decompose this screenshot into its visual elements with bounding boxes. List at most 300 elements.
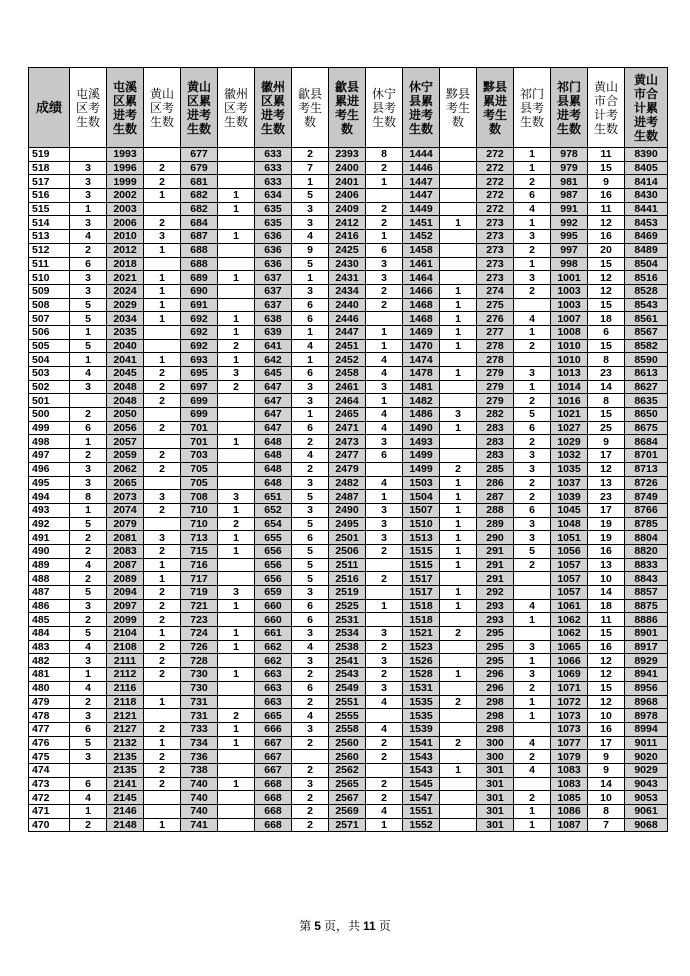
cell-xiuning: 1 bbox=[366, 394, 403, 408]
cell-qimen_cum: 1007 bbox=[551, 312, 588, 326]
cell-yixian bbox=[440, 640, 477, 654]
cell-yixian_cum: 272 bbox=[477, 202, 514, 216]
cell-tunxi: 5 bbox=[70, 586, 107, 600]
cell-huangshan_qu: 2 bbox=[144, 668, 181, 682]
cell-qimen: 4 bbox=[514, 763, 551, 777]
cell-huizhou_cum: 633 bbox=[255, 148, 292, 162]
cell-tunxi: 4 bbox=[70, 367, 107, 381]
cell-qimen_cum: 979 bbox=[551, 161, 588, 175]
cell-shexian: 5 bbox=[292, 572, 329, 586]
table-row bbox=[29, 668, 668, 682]
cell-yixian: 1 bbox=[440, 339, 477, 353]
cell-huangshan_qu_cum: 688 bbox=[181, 257, 218, 271]
cell-xiuning_cum: 1528 bbox=[403, 668, 440, 682]
cell-huangshan_qu: 3 bbox=[144, 490, 181, 504]
cell-qimen: 4 bbox=[514, 312, 551, 326]
cell-yixian_cum: 283 bbox=[477, 435, 514, 449]
cell-huizhou: 1 bbox=[218, 353, 255, 367]
cell-xiuning_cum: 1452 bbox=[403, 230, 440, 244]
cell-shexian: 3 bbox=[292, 654, 329, 668]
cell-tunxi_cum: 2012 bbox=[107, 243, 144, 257]
cell-qimen: 1 bbox=[514, 148, 551, 162]
cell-huangshan_qu: 1 bbox=[144, 627, 181, 641]
cell-huizhou: 1 bbox=[218, 531, 255, 545]
cell-huangshan_qu_cum: 692 bbox=[181, 325, 218, 339]
cell-tunxi: 6 bbox=[70, 722, 107, 736]
cell-yixian_cum: 274 bbox=[477, 284, 514, 298]
cell-city: 8 bbox=[588, 805, 625, 819]
cell-yixian_cum: 301 bbox=[477, 763, 514, 777]
cell-score: 513 bbox=[29, 230, 70, 244]
cell-qimen bbox=[514, 777, 551, 791]
cell-yixian_cum: 300 bbox=[477, 750, 514, 764]
cell-yixian_cum: 293 bbox=[477, 613, 514, 627]
cell-huangshan_qu: 2 bbox=[144, 380, 181, 394]
cell-city_cum: 8453 bbox=[625, 216, 668, 230]
cell-tunxi: 5 bbox=[70, 312, 107, 326]
cell-city: 16 bbox=[588, 230, 625, 244]
cell-xiuning: 2 bbox=[366, 161, 403, 175]
cell-city_cum: 8627 bbox=[625, 380, 668, 394]
cell-shexian: 5 bbox=[292, 490, 329, 504]
cell-qimen_cum: 997 bbox=[551, 243, 588, 257]
cell-xiuning bbox=[366, 312, 403, 326]
cell-huizhou_cum: 663 bbox=[255, 695, 292, 709]
cell-city_cum: 8504 bbox=[625, 257, 668, 271]
cell-huizhou_cum: 636 bbox=[255, 243, 292, 257]
cell-xiuning: 3 bbox=[366, 654, 403, 668]
cell-city: 11 bbox=[588, 202, 625, 216]
cell-huangshan_qu_cum: 740 bbox=[181, 777, 218, 791]
cell-yixian bbox=[440, 449, 477, 463]
cell-xiuning_cum: 1515 bbox=[403, 558, 440, 572]
cell-score: 498 bbox=[29, 435, 70, 449]
table-row bbox=[29, 202, 668, 216]
cell-tunxi bbox=[70, 763, 107, 777]
cell-qimen: 3 bbox=[514, 271, 551, 285]
cell-yixian_cum: 295 bbox=[477, 654, 514, 668]
cell-huizhou_cum: 660 bbox=[255, 613, 292, 627]
cell-tunxi: 3 bbox=[70, 189, 107, 203]
cell-huizhou_cum: 648 bbox=[255, 435, 292, 449]
table-row bbox=[29, 640, 668, 654]
table-row bbox=[29, 312, 668, 326]
cell-shexian_cum: 2471 bbox=[329, 421, 366, 435]
cell-city: 15 bbox=[588, 257, 625, 271]
cell-shexian: 3 bbox=[292, 777, 329, 791]
table-row bbox=[29, 503, 668, 517]
cell-shexian_cum: 2482 bbox=[329, 476, 366, 490]
cell-tunxi_cum: 2002 bbox=[107, 189, 144, 203]
cell-huangshan_qu_cum: 705 bbox=[181, 462, 218, 476]
cell-score: 515 bbox=[29, 202, 70, 216]
cell-huangshan_qu_cum: 689 bbox=[181, 271, 218, 285]
header-xiuning_cum: 休宁县累进考生数 bbox=[403, 68, 440, 148]
cell-xiuning bbox=[366, 558, 403, 572]
cell-shexian_cum: 2490 bbox=[329, 503, 366, 517]
cell-shexian_cum: 2451 bbox=[329, 339, 366, 353]
cell-tunxi: 2 bbox=[70, 408, 107, 422]
cell-huangshan_qu_cum: 693 bbox=[181, 353, 218, 367]
cell-huangshan_qu: 2 bbox=[144, 750, 181, 764]
table-row bbox=[29, 476, 668, 490]
cell-yixian bbox=[440, 230, 477, 244]
cell-xiuning_cum: 1545 bbox=[403, 777, 440, 791]
cell-qimen_cum: 1013 bbox=[551, 367, 588, 381]
cell-tunxi_cum: 2116 bbox=[107, 681, 144, 695]
cell-score: 511 bbox=[29, 257, 70, 271]
cell-shexian bbox=[292, 750, 329, 764]
cell-yixian bbox=[440, 709, 477, 723]
cell-shexian_cum: 2452 bbox=[329, 353, 366, 367]
cell-xiuning_cum: 1464 bbox=[403, 271, 440, 285]
cell-tunxi_cum: 2135 bbox=[107, 750, 144, 764]
cell-xiuning_cum: 1547 bbox=[403, 791, 440, 805]
cell-shexian: 3 bbox=[292, 202, 329, 216]
cell-tunxi_cum: 2003 bbox=[107, 202, 144, 216]
cell-yixian: 1 bbox=[440, 531, 477, 545]
cell-huangshan_qu_cum: 723 bbox=[181, 613, 218, 627]
cell-score: 478 bbox=[29, 709, 70, 723]
footer-page-number: 5 bbox=[314, 919, 321, 933]
cell-xiuning_cum: 1517 bbox=[403, 586, 440, 600]
cell-shexian: 2 bbox=[292, 148, 329, 162]
cell-huizhou_cum: 652 bbox=[255, 503, 292, 517]
cell-qimen_cum: 991 bbox=[551, 202, 588, 216]
cell-xiuning_cum: 1499 bbox=[403, 449, 440, 463]
cell-yixian: 1 bbox=[440, 312, 477, 326]
cell-shexian: 3 bbox=[292, 503, 329, 517]
cell-huizhou: 1 bbox=[218, 503, 255, 517]
cell-city_cum: 9068 bbox=[625, 818, 668, 832]
cell-qimen: 1 bbox=[514, 161, 551, 175]
cell-qimen_cum: 1083 bbox=[551, 777, 588, 791]
cell-yixian bbox=[440, 435, 477, 449]
cell-shexian_cum: 2555 bbox=[329, 709, 366, 723]
cell-qimen: 2 bbox=[514, 791, 551, 805]
cell-shexian: 6 bbox=[292, 599, 329, 613]
cell-huizhou_cum: 647 bbox=[255, 408, 292, 422]
cell-city: 12 bbox=[588, 462, 625, 476]
cell-huangshan_qu bbox=[144, 709, 181, 723]
cell-score: 493 bbox=[29, 503, 70, 517]
cell-xiuning_cum: 1503 bbox=[403, 476, 440, 490]
cell-city: 17 bbox=[588, 449, 625, 463]
cell-tunxi: 2 bbox=[70, 243, 107, 257]
cell-yixian_cum: 301 bbox=[477, 791, 514, 805]
cell-xiuning: 4 bbox=[366, 476, 403, 490]
cell-city: 18 bbox=[588, 599, 625, 613]
cell-yixian: 1 bbox=[440, 558, 477, 572]
cell-score: 482 bbox=[29, 654, 70, 668]
cell-shexian: 6 bbox=[292, 298, 329, 312]
cell-shexian_cum: 2393 bbox=[329, 148, 366, 162]
cell-yixian_cum: 272 bbox=[477, 189, 514, 203]
cell-huizhou_cum: 641 bbox=[255, 339, 292, 353]
cell-xiuning: 3 bbox=[366, 380, 403, 394]
cell-score: 471 bbox=[29, 805, 70, 819]
cell-city: 9 bbox=[588, 763, 625, 777]
cell-xiuning: 2 bbox=[366, 572, 403, 586]
cell-tunxi_cum: 2135 bbox=[107, 763, 144, 777]
cell-city_cum: 8968 bbox=[625, 695, 668, 709]
cell-huizhou bbox=[218, 763, 255, 777]
cell-xiuning_cum: 1470 bbox=[403, 339, 440, 353]
cell-shexian: 5 bbox=[292, 257, 329, 271]
cell-shexian: 9 bbox=[292, 243, 329, 257]
cell-huangshan_qu_cum: 682 bbox=[181, 189, 218, 203]
cell-score: 507 bbox=[29, 312, 70, 326]
cell-tunxi: 6 bbox=[70, 421, 107, 435]
cell-score: 474 bbox=[29, 763, 70, 777]
header-city: 黄山市合计考生数 bbox=[588, 68, 625, 148]
cell-huizhou: 1 bbox=[218, 722, 255, 736]
cell-huangshan_qu_cum: 734 bbox=[181, 736, 218, 750]
cell-huizhou: 1 bbox=[218, 312, 255, 326]
cell-tunxi_cum: 2029 bbox=[107, 298, 144, 312]
cell-huangshan_qu_cum: 728 bbox=[181, 654, 218, 668]
cell-huangshan_qu_cum: 682 bbox=[181, 202, 218, 216]
table-row bbox=[29, 421, 668, 435]
cell-xiuning_cum: 1539 bbox=[403, 722, 440, 736]
cell-yixian: 2 bbox=[440, 627, 477, 641]
cell-huizhou bbox=[218, 818, 255, 832]
cell-city: 12 bbox=[588, 668, 625, 682]
cell-score: 505 bbox=[29, 339, 70, 353]
cell-xiuning: 3 bbox=[366, 435, 403, 449]
cell-qimen_cum: 1069 bbox=[551, 668, 588, 682]
cell-city: 12 bbox=[588, 271, 625, 285]
cell-xiuning: 1 bbox=[366, 818, 403, 832]
cell-huangshan_qu bbox=[144, 435, 181, 449]
cell-city_cum: 8469 bbox=[625, 230, 668, 244]
cell-huangshan_qu: 1 bbox=[144, 818, 181, 832]
cell-city_cum: 8956 bbox=[625, 681, 668, 695]
cell-xiuning_cum: 1507 bbox=[403, 503, 440, 517]
cell-yixian bbox=[440, 161, 477, 175]
cell-huizhou: 1 bbox=[218, 435, 255, 449]
cell-tunxi: 4 bbox=[70, 640, 107, 654]
table-row bbox=[29, 791, 668, 805]
cell-huangshan_qu_cum: 688 bbox=[181, 243, 218, 257]
cell-shexian: 2 bbox=[292, 763, 329, 777]
table-row bbox=[29, 298, 668, 312]
cell-score: 504 bbox=[29, 353, 70, 367]
cell-city: 19 bbox=[588, 517, 625, 531]
cell-huangshan_qu: 2 bbox=[144, 449, 181, 463]
cell-yixian bbox=[440, 175, 477, 189]
cell-huangshan_qu_cum: 699 bbox=[181, 408, 218, 422]
cell-shexian: 5 bbox=[292, 189, 329, 203]
cell-tunxi_cum: 2121 bbox=[107, 709, 144, 723]
cell-yixian_cum: 283 bbox=[477, 449, 514, 463]
cell-huangshan_qu: 1 bbox=[144, 243, 181, 257]
cell-city: 20 bbox=[588, 243, 625, 257]
cell-tunxi: 8 bbox=[70, 490, 107, 504]
table-row bbox=[29, 175, 668, 189]
cell-tunxi_cum: 2062 bbox=[107, 462, 144, 476]
cell-huizhou_cum: 665 bbox=[255, 709, 292, 723]
cell-huizhou_cum: 645 bbox=[255, 367, 292, 381]
cell-xiuning_cum: 1526 bbox=[403, 654, 440, 668]
cell-tunxi_cum: 2059 bbox=[107, 449, 144, 463]
cell-huizhou bbox=[218, 243, 255, 257]
cell-yixian_cum: 273 bbox=[477, 271, 514, 285]
cell-tunxi_cum: 2073 bbox=[107, 490, 144, 504]
cell-xiuning: 4 bbox=[366, 722, 403, 736]
cell-shexian_cum: 2519 bbox=[329, 586, 366, 600]
cell-xiuning_cum: 1499 bbox=[403, 462, 440, 476]
cell-huizhou: 2 bbox=[218, 380, 255, 394]
cell-qimen: 2 bbox=[514, 681, 551, 695]
table-row bbox=[29, 435, 668, 449]
table-row bbox=[29, 572, 668, 586]
cell-qimen_cum: 1072 bbox=[551, 695, 588, 709]
cell-shexian: 3 bbox=[292, 722, 329, 736]
cell-huizhou: 1 bbox=[218, 640, 255, 654]
cell-yixian bbox=[440, 750, 477, 764]
cell-city_cum: 8994 bbox=[625, 722, 668, 736]
cell-yixian_cum: 295 bbox=[477, 640, 514, 654]
cell-city_cum: 8590 bbox=[625, 353, 668, 367]
cell-city_cum: 9043 bbox=[625, 777, 668, 791]
table-row bbox=[29, 462, 668, 476]
cell-yixian bbox=[440, 613, 477, 627]
cell-huangshan_qu bbox=[144, 805, 181, 819]
cell-huangshan_qu: 2 bbox=[144, 367, 181, 381]
header-qimen_cum: 祁门县累进考生数 bbox=[551, 68, 588, 148]
cell-tunxi: 2 bbox=[70, 544, 107, 558]
cell-shexian_cum: 2538 bbox=[329, 640, 366, 654]
cell-tunxi_cum: 2089 bbox=[107, 572, 144, 586]
table-row bbox=[29, 722, 668, 736]
cell-yixian bbox=[440, 722, 477, 736]
cell-city: 8 bbox=[588, 353, 625, 367]
cell-xiuning_cum: 1535 bbox=[403, 709, 440, 723]
cell-shexian_cum: 2525 bbox=[329, 599, 366, 613]
cell-yixian: 2 bbox=[440, 462, 477, 476]
table-row bbox=[29, 161, 668, 175]
cell-qimen: 6 bbox=[514, 421, 551, 435]
cell-qimen: 2 bbox=[514, 435, 551, 449]
cell-tunxi_cum: 1996 bbox=[107, 161, 144, 175]
table-row bbox=[29, 380, 668, 394]
cell-tunxi_cum: 2118 bbox=[107, 695, 144, 709]
cell-qimen_cum: 1051 bbox=[551, 531, 588, 545]
cell-score: 503 bbox=[29, 367, 70, 381]
cell-tunxi: 2 bbox=[70, 613, 107, 627]
cell-tunxi: 1 bbox=[70, 325, 107, 339]
cell-shexian: 3 bbox=[292, 627, 329, 641]
header-huangshan_qu_cum: 黄山区累进考生数 bbox=[181, 68, 218, 148]
footer-suffix: 页 bbox=[378, 919, 391, 933]
table-row bbox=[29, 230, 668, 244]
cell-huizhou bbox=[218, 394, 255, 408]
cell-tunxi: 1 bbox=[70, 435, 107, 449]
cell-yixian: 2 bbox=[440, 736, 477, 750]
cell-shexian_cum: 2473 bbox=[329, 435, 366, 449]
cell-city_cum: 8390 bbox=[625, 148, 668, 162]
cell-tunxi_cum: 2065 bbox=[107, 476, 144, 490]
cell-xiuning_cum: 1552 bbox=[403, 818, 440, 832]
cell-xiuning_cum: 1474 bbox=[403, 353, 440, 367]
cell-huangshan_qu: 3 bbox=[144, 531, 181, 545]
table-row bbox=[29, 613, 668, 627]
cell-shexian_cum: 2565 bbox=[329, 777, 366, 791]
cell-huizhou_cum: 667 bbox=[255, 750, 292, 764]
cell-qimen_cum: 1062 bbox=[551, 613, 588, 627]
cell-huizhou_cum: 636 bbox=[255, 257, 292, 271]
cell-huangshan_qu: 2 bbox=[144, 654, 181, 668]
cell-qimen: 1 bbox=[514, 613, 551, 627]
cell-huizhou_cum: 639 bbox=[255, 325, 292, 339]
cell-tunxi_cum: 2074 bbox=[107, 503, 144, 517]
cell-qimen_cum: 998 bbox=[551, 257, 588, 271]
cell-city: 13 bbox=[588, 476, 625, 490]
cell-xiuning: 3 bbox=[366, 517, 403, 531]
cell-yixian bbox=[440, 148, 477, 162]
cell-shexian: 2 bbox=[292, 736, 329, 750]
cell-score: 519 bbox=[29, 148, 70, 162]
cell-shexian: 4 bbox=[292, 449, 329, 463]
cell-qimen: 5 bbox=[514, 544, 551, 558]
table-row bbox=[29, 805, 668, 819]
cell-score: 506 bbox=[29, 325, 70, 339]
cell-xiuning: 2 bbox=[366, 736, 403, 750]
cell-tunxi: 3 bbox=[70, 216, 107, 230]
cell-city_cum: 8785 bbox=[625, 517, 668, 531]
cell-yixian_cum: 279 bbox=[477, 394, 514, 408]
cell-xiuning bbox=[366, 586, 403, 600]
cell-xiuning_cum: 1551 bbox=[403, 805, 440, 819]
cell-huangshan_qu_cum: 713 bbox=[181, 531, 218, 545]
cell-qimen_cum: 1085 bbox=[551, 791, 588, 805]
cell-huangshan_qu_cum: 719 bbox=[181, 586, 218, 600]
cell-shexian_cum: 2560 bbox=[329, 750, 366, 764]
cell-tunxi: 1 bbox=[70, 805, 107, 819]
cell-score: 499 bbox=[29, 421, 70, 435]
cell-huizhou: 1 bbox=[218, 189, 255, 203]
cell-huangshan_qu_cum: 710 bbox=[181, 503, 218, 517]
cell-xiuning_cum: 1541 bbox=[403, 736, 440, 750]
cell-tunxi_cum: 2048 bbox=[107, 380, 144, 394]
cell-huizhou_cum: 668 bbox=[255, 818, 292, 832]
table-row bbox=[29, 517, 668, 531]
cell-score: 481 bbox=[29, 668, 70, 682]
cell-yixian: 1 bbox=[440, 544, 477, 558]
table-row bbox=[29, 654, 668, 668]
cell-yixian_cum: 273 bbox=[477, 216, 514, 230]
cell-huizhou_cum: 662 bbox=[255, 640, 292, 654]
cell-tunxi_cum: 2141 bbox=[107, 777, 144, 791]
cell-yixian: 1 bbox=[440, 325, 477, 339]
cell-tunxi_cum: 2146 bbox=[107, 805, 144, 819]
cell-city: 12 bbox=[588, 654, 625, 668]
cell-shexian: 2 bbox=[292, 435, 329, 449]
cell-huizhou_cum: 638 bbox=[255, 312, 292, 326]
cell-city: 15 bbox=[588, 408, 625, 422]
cell-yixian_cum: 296 bbox=[477, 681, 514, 695]
cell-shexian: 2 bbox=[292, 818, 329, 832]
cell-huizhou_cum: 642 bbox=[255, 353, 292, 367]
cell-city: 15 bbox=[588, 681, 625, 695]
cell-yixian_cum: 272 bbox=[477, 161, 514, 175]
cell-huangshan_qu_cum: 730 bbox=[181, 668, 218, 682]
cell-shexian_cum: 2465 bbox=[329, 408, 366, 422]
cell-city: 16 bbox=[588, 722, 625, 736]
cell-tunxi_cum: 2094 bbox=[107, 586, 144, 600]
cell-city: 14 bbox=[588, 380, 625, 394]
